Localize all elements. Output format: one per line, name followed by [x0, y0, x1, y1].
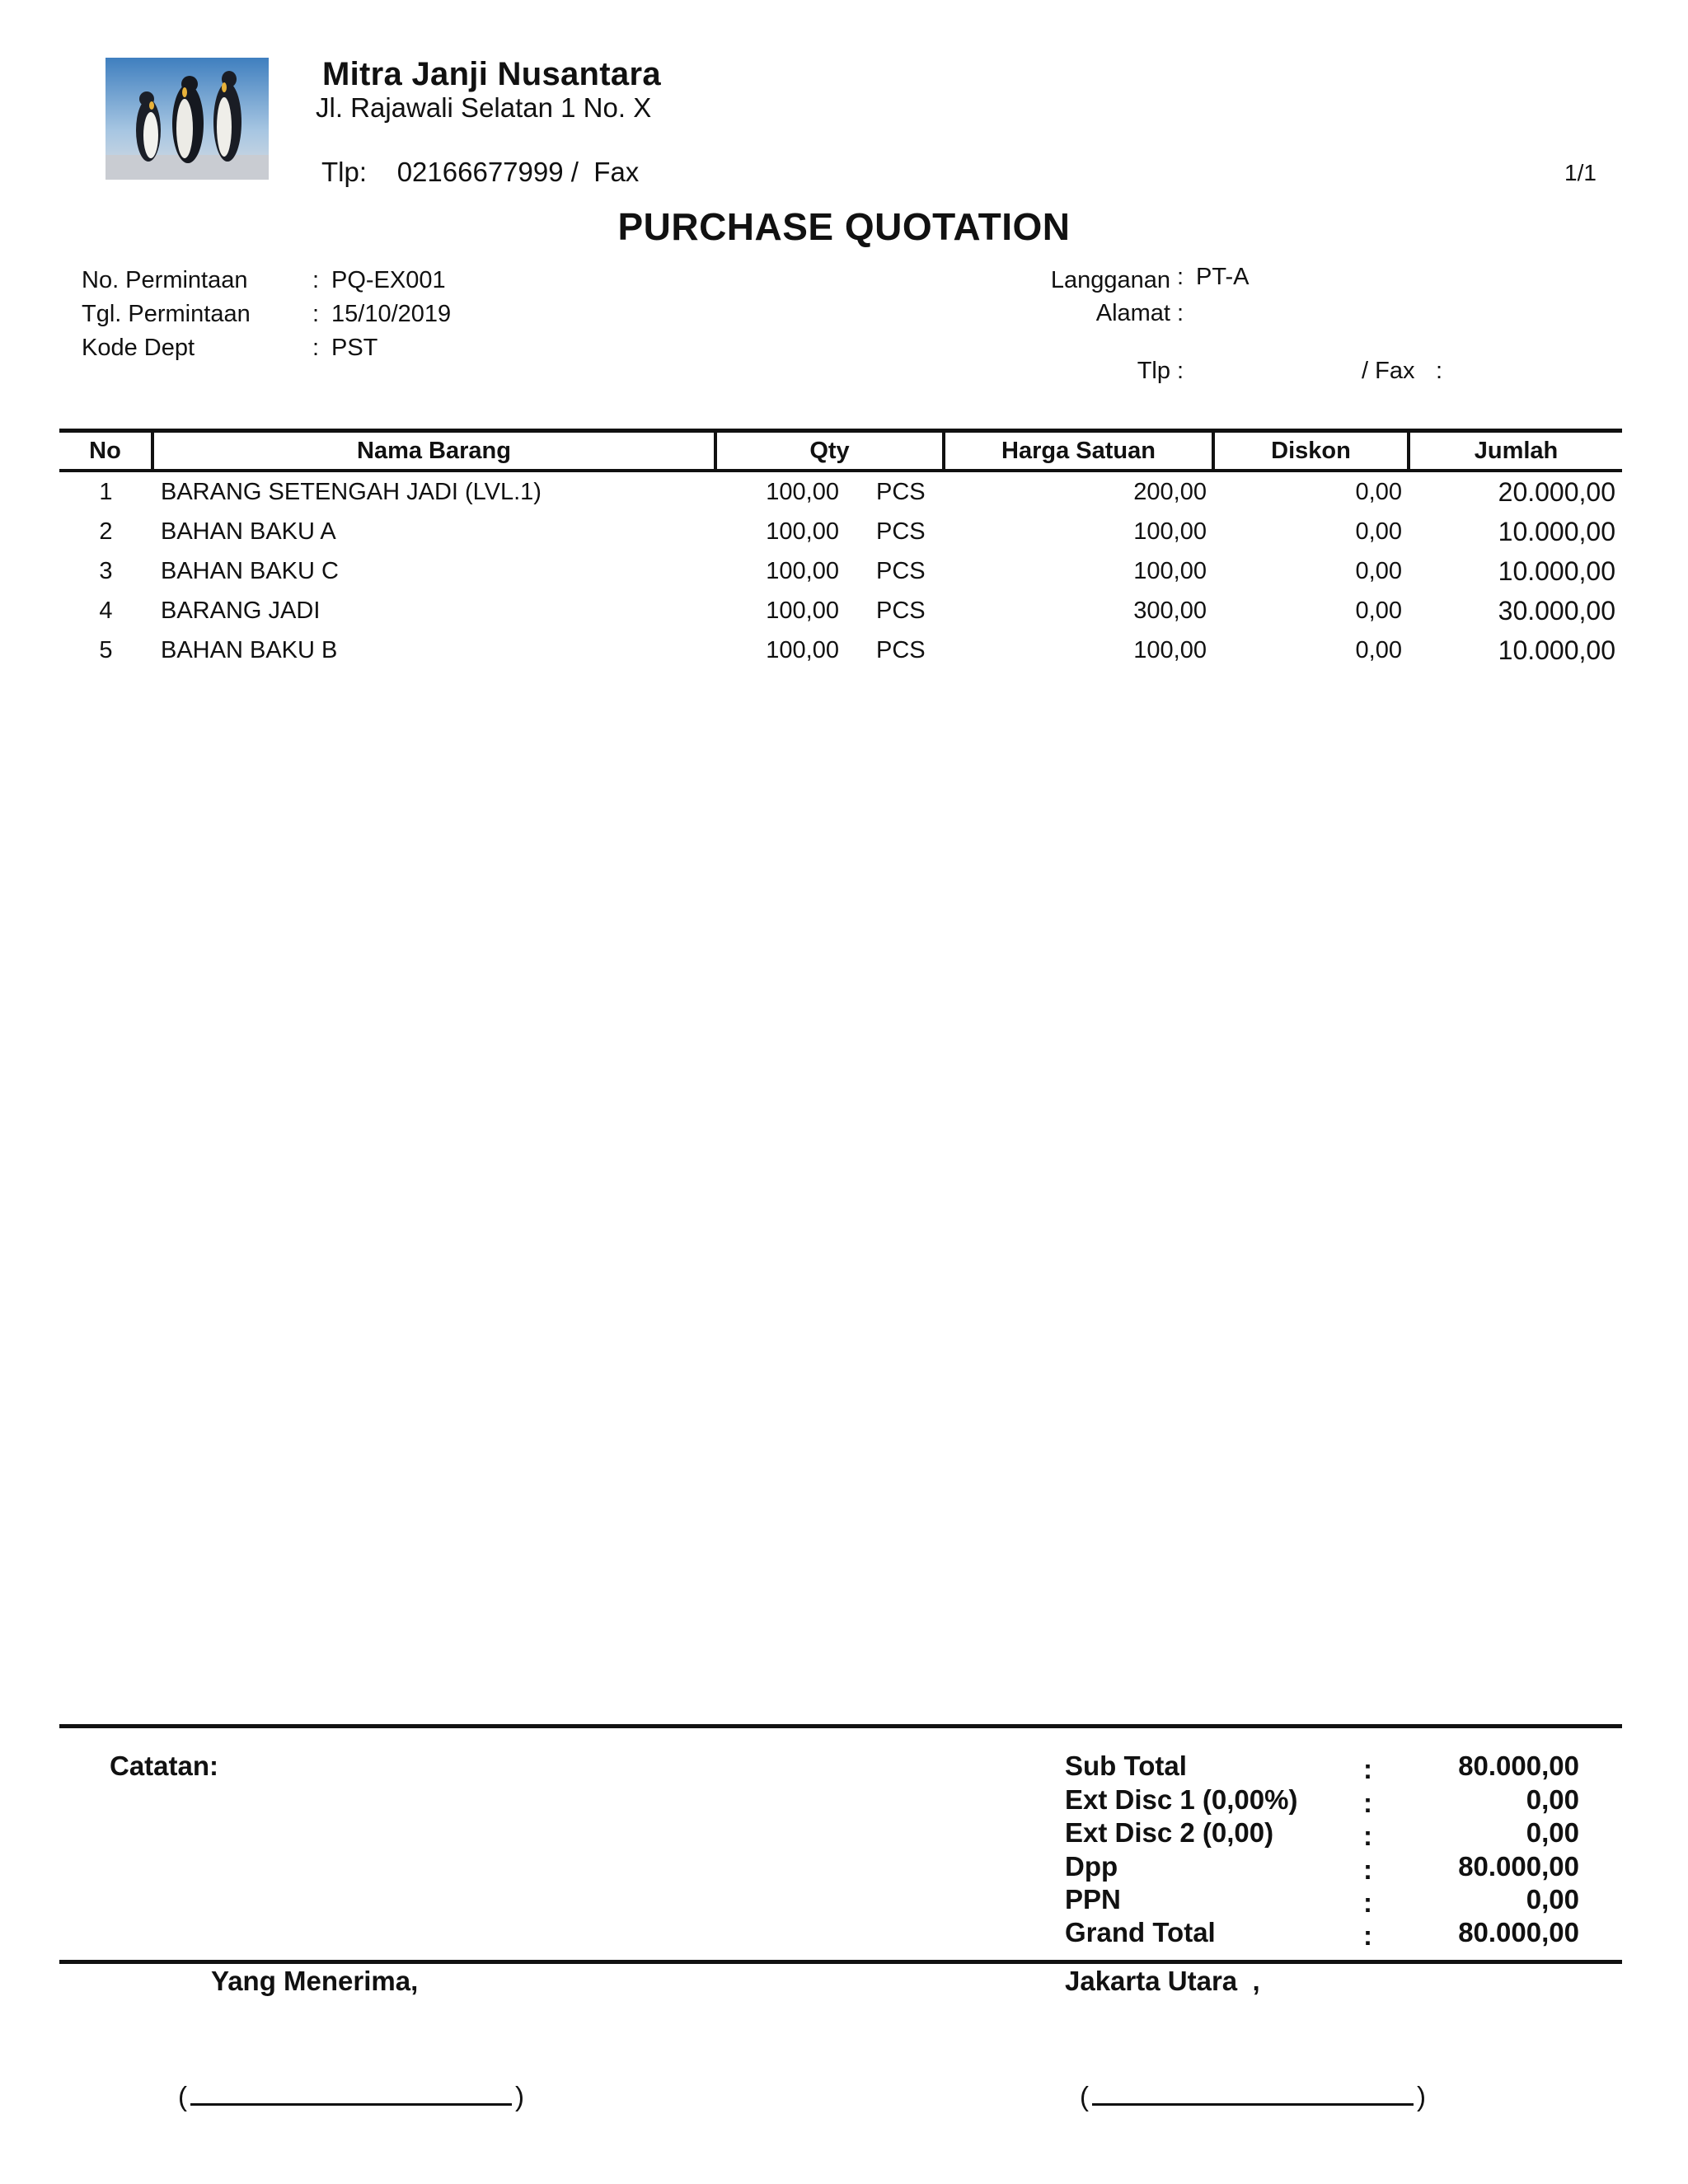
summary-colon: : [1363, 1854, 1372, 1885]
page-number: 1/1 [1564, 160, 1597, 185]
cell-qty-group [715, 551, 944, 591]
close-paren: ) [1417, 2081, 1426, 2111]
meta-colon: : [312, 267, 320, 293]
meta-value-langganan: PT-A [1196, 264, 1250, 290]
summary-colon: : [1363, 1887, 1372, 1918]
cell-name: BARANG JADI [161, 597, 321, 624]
meta-colon: : [1177, 358, 1184, 384]
cell-qty: 100,00 [766, 478, 839, 505]
cell-discount: 0,00 [1355, 557, 1402, 584]
close-paren: ) [515, 2081, 524, 2111]
cell-discount: 0,00 [1355, 518, 1402, 545]
summary-value-ppn: 0,00 [1526, 1884, 1579, 1915]
cell-total: 10.000,00 [1498, 555, 1615, 586]
cell-qty: 100,00 [766, 597, 839, 624]
cell-total: 10.000,00 [1498, 516, 1615, 546]
fax-separator: / [570, 157, 579, 187]
cell-no: 3 [99, 557, 113, 584]
meta-label-kode-dept: Kode Dept [82, 335, 195, 361]
phone-label: Tlp: [321, 157, 368, 187]
footer-bottom-rule [59, 1960, 1622, 1964]
summary-colon: : [1363, 1821, 1372, 1851]
cell-no: 5 [99, 636, 113, 663]
cell-qty-group [715, 630, 944, 670]
meta-colon: : [1177, 300, 1184, 326]
cell-qty: 100,00 [766, 518, 839, 545]
table-row [59, 551, 1622, 591]
summary-label-ext-disc-1: Ext Disc 1 (0,00%) [1065, 1784, 1298, 1815]
cell-no: 4 [99, 597, 113, 624]
cell-qty-group [715, 471, 944, 512]
meta-label-no-permintaan: No. Permintaan [82, 267, 248, 293]
meta-label-tgl-permintaan: Tgl. Permintaan [82, 301, 251, 327]
cell-total: 10.000,00 [1498, 635, 1615, 665]
cell-discount: 0,00 [1355, 636, 1402, 663]
signature-left-label: Yang Menerima, [211, 1966, 419, 1996]
cell-price: 300,00 [1133, 597, 1207, 624]
column-header-harga-satuan: Harga Satuan [944, 431, 1213, 471]
cell-qty: 100,00 [766, 557, 839, 584]
cell-uom: PCS [876, 478, 926, 505]
cell-uom: PCS [876, 518, 926, 545]
cell-price: 200,00 [1133, 478, 1207, 505]
table-row [59, 591, 1622, 630]
table-row [59, 630, 1622, 670]
company-phone-fax [321, 157, 639, 188]
table-row [59, 512, 1622, 551]
cell-name: BARANG SETENGAH JADI (LVL.1) [161, 478, 542, 505]
cell-total: 20.000,00 [1498, 476, 1615, 507]
cell-name: BAHAN BAKU B [161, 636, 338, 663]
fax-label: Fax [593, 157, 640, 187]
document-title: PURCHASE QUOTATION [617, 205, 1071, 248]
cell-discount: 0,00 [1355, 597, 1402, 624]
summary-label-sub-total: Sub Total [1065, 1750, 1187, 1781]
cell-price: 100,00 [1133, 557, 1207, 584]
column-header-qty: Qty [715, 431, 944, 471]
meta-value-no-permintaan: PQ-EX001 [331, 267, 446, 293]
company-logo [106, 58, 269, 180]
cell-uom: PCS [876, 636, 926, 663]
column-header-nama-barang: Nama Barang [152, 431, 715, 471]
meta-label-tlp: Tlp [1137, 358, 1170, 384]
cell-name: BAHAN BAKU A [161, 518, 336, 545]
meta-label-alamat: Alamat [1095, 300, 1170, 326]
summary-label-grand-total: Grand Total [1065, 1917, 1216, 1947]
company-name: Mitra Janji Nusantara [322, 56, 661, 92]
summary-value-ext-disc-1: 0,00 [1526, 1784, 1579, 1815]
signature-underline [1092, 2080, 1414, 2106]
signature-line-left [178, 2080, 524, 2112]
cell-discount: 0,00 [1355, 478, 1402, 505]
meta-value-tgl-permintaan: 15/10/2019 [331, 301, 452, 327]
summary-colon: : [1363, 1788, 1372, 1818]
phone-value: 02166677999 [396, 157, 564, 187]
meta-colon: : [1436, 358, 1443, 384]
cell-qty-group [715, 512, 944, 551]
summary-label-ext-disc-2: Ext Disc 2 (0,00) [1065, 1817, 1274, 1848]
cell-no: 2 [99, 518, 113, 545]
open-paren: ( [1080, 2081, 1089, 2111]
summary-value-sub-total: 80.000,00 [1458, 1750, 1579, 1781]
items-table [59, 429, 1622, 670]
cell-total: 30.000,00 [1498, 595, 1615, 626]
cell-qty-group [715, 591, 944, 630]
column-header-no: No [59, 431, 152, 471]
signature-right-label: Jakarta Utara , [1065, 1966, 1260, 1996]
table-row [59, 471, 1622, 512]
company-address: Jl. Rajawali Selatan 1 No. X [316, 92, 652, 123]
meta-colon: : [312, 301, 320, 327]
cell-name: BAHAN BAKU C [161, 557, 339, 584]
meta-colon: : [312, 335, 320, 361]
summary-value-grand-total: 80.000,00 [1458, 1917, 1579, 1947]
summary-value-dpp: 80.000,00 [1458, 1851, 1579, 1882]
summary-label-dpp: Dpp [1065, 1851, 1118, 1882]
signature-line-right [1080, 2080, 1426, 2112]
footer-top-rule [59, 1724, 1622, 1728]
notes-label: Catatan: [110, 1750, 219, 1781]
cell-uom: PCS [876, 597, 926, 624]
table-header-row [59, 431, 1622, 471]
column-header-jumlah: Jumlah [1409, 431, 1622, 471]
meta-label-langganan: Langganan [1050, 267, 1170, 293]
column-header-diskon: Diskon [1213, 431, 1409, 471]
cell-no: 1 [99, 478, 113, 505]
summary-value-ext-disc-2: 0,00 [1526, 1817, 1579, 1848]
cell-price: 100,00 [1133, 636, 1207, 663]
meta-value-kode-dept: PST [331, 335, 378, 361]
summary-colon: : [1363, 1920, 1372, 1951]
meta-label-fax: / Fax [1362, 358, 1415, 384]
summary-colon: : [1363, 1754, 1372, 1784]
cell-price: 100,00 [1133, 518, 1207, 545]
cell-uom: PCS [876, 557, 926, 584]
meta-colon: : [1177, 264, 1184, 290]
open-paren: ( [178, 2081, 187, 2111]
cell-qty: 100,00 [766, 636, 839, 663]
signature-underline [190, 2080, 512, 2106]
summary-label-ppn: PPN [1065, 1884, 1121, 1915]
